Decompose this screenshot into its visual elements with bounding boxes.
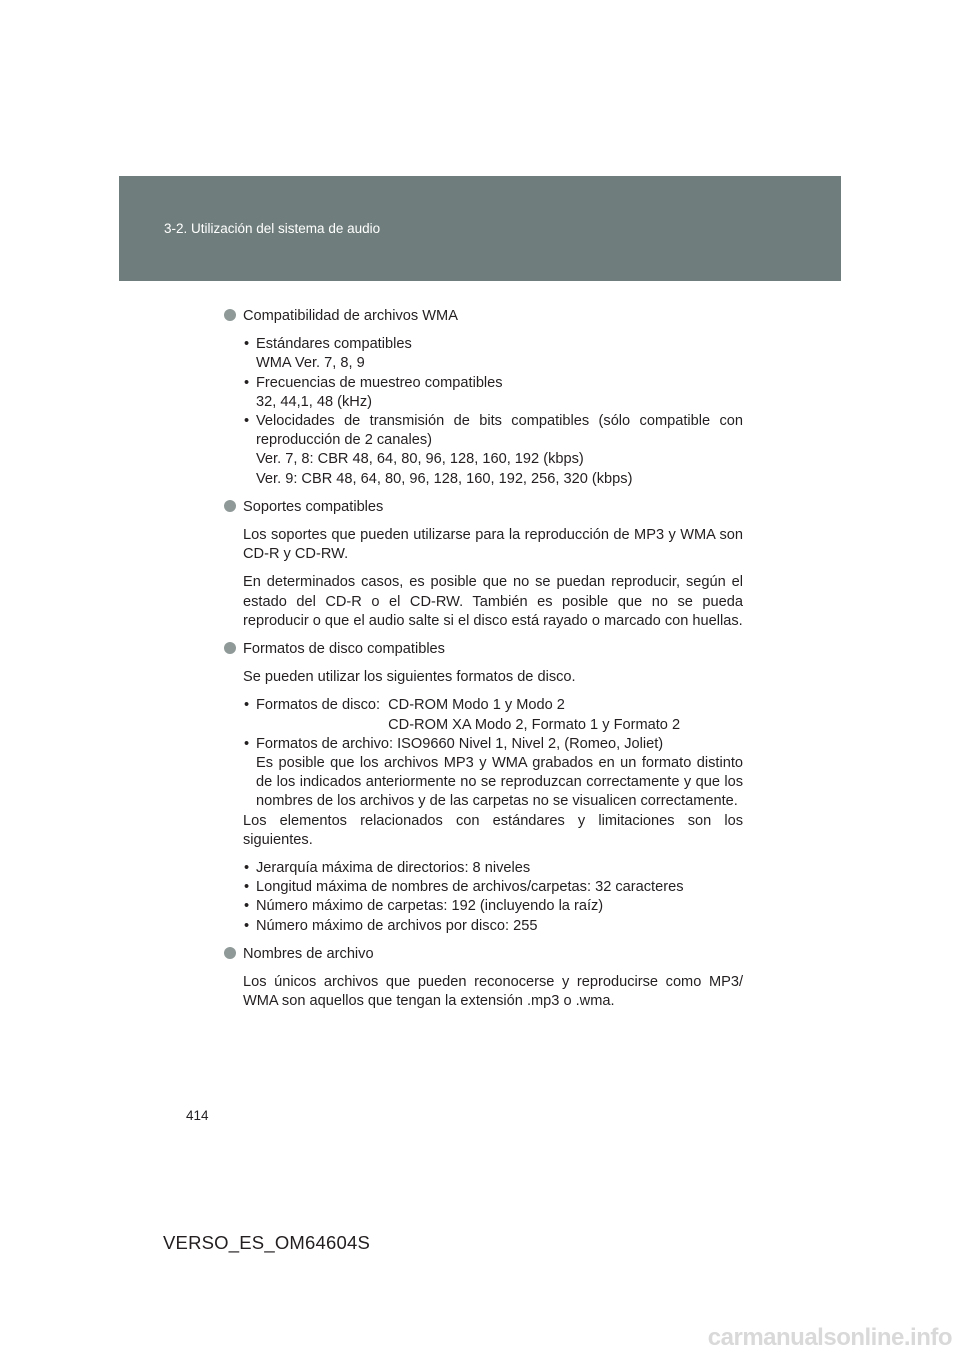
watermark: carmanualsonline.info: [707, 1324, 952, 1351]
list-item: • Frecuencias de muestreo compatibles 32, 44,1, 48 (kHz): [243, 374, 743, 412]
paragraph: Los soportes que pueden utilizarse para la reproducción de MP3 y WMA son CD-R y CD-RW.: [243, 527, 743, 563]
page-number: 414: [186, 1108, 209, 1123]
document-code: VERSO_ES_OM64604S: [163, 1232, 371, 1253]
page-content: [224, 307, 743, 1021]
section-heading: Compatibilidad de archivos WMA: [243, 308, 458, 324]
list-item: • Formatos de archivo: ISO9660 Nivel 1, Nivel 2, (Romeo, Joliet) Es posible que los archivos MP3 y WMA grabados en un formato distinto de los indicados anteriormente no se reproduzcan correctamente y que los nombres de los archivos y de las carpetas no se visualicen correctamente.: [243, 735, 743, 812]
list-item: • Número máximo de carpetas: 192 (incluyendo la raíz): [243, 897, 743, 916]
format-list: [243, 696, 743, 811]
wma-spec-list: [243, 335, 743, 489]
list-item: • Jerarquía máxima de directorios: 8 niveles: [243, 859, 743, 878]
bullet-dot-icon: [224, 500, 236, 512]
section-heading: Formatos de disco compatibles: [243, 641, 445, 658]
bullet-dot-icon: [224, 947, 236, 959]
list-item: • Formatos de disco: CD-ROM Modo 1 y Modo 2 CD-ROM XA Modo 2, Formato 1 y Formato 2: [243, 696, 743, 734]
section-wma-compat: [224, 307, 743, 489]
section-media: [224, 498, 743, 631]
paragraph: Los únicos archivos que pueden reconocerse y reproducirse como MP3/ WMA son aquellos que tengan la extensión .mp3 o .wma.: [243, 974, 743, 1010]
section-disc-formats: [224, 640, 743, 936]
paragraph: Los elementos relacionados con estándares y limitaciones son los siguientes.: [243, 812, 743, 848]
paragraph: Se pueden utilizar los siguientes formatos de disco.: [243, 669, 576, 686]
section-heading: Soportes compatibles: [243, 498, 384, 515]
section-breadcrumb: 3-2. Utilización del sistema de audio: [164, 221, 381, 236]
list-item: • Número máximo de archivos por disco: 255: [243, 917, 743, 936]
bullet-dot-icon: [224, 309, 236, 321]
section-file-names: [224, 945, 743, 1012]
section-heading: Nombres de archivo: [243, 945, 374, 962]
bullet-dot-icon: [224, 642, 236, 654]
list-item: • Longitud máxima de nombres de archivos/carpetas: 32 caracteres: [243, 878, 743, 897]
list-item: • Estándares compatibles WMA Ver. 7, 8, 9: [243, 335, 743, 373]
limits-list: [243, 859, 743, 936]
list-item: • Velocidades de transmisión de bits compatibles (sólo compatible con reproducción de 2 canales) Ver. 7, 8: CBR 48, 64, 80, 96, 128, 160, 192 (kbps) Ver. 9: CBR 48, 64, 80, 96, 128, 160, 192, 256, 320 (kbps): [243, 412, 743, 489]
paragraph: En determinados casos, es posible que no se puedan reproducir, según el estado del CD-R o el CD-RW. También es posible que no se pueda reproducir o que el audio salte si el disco está rayado o marcado con huellas.: [243, 574, 743, 629]
